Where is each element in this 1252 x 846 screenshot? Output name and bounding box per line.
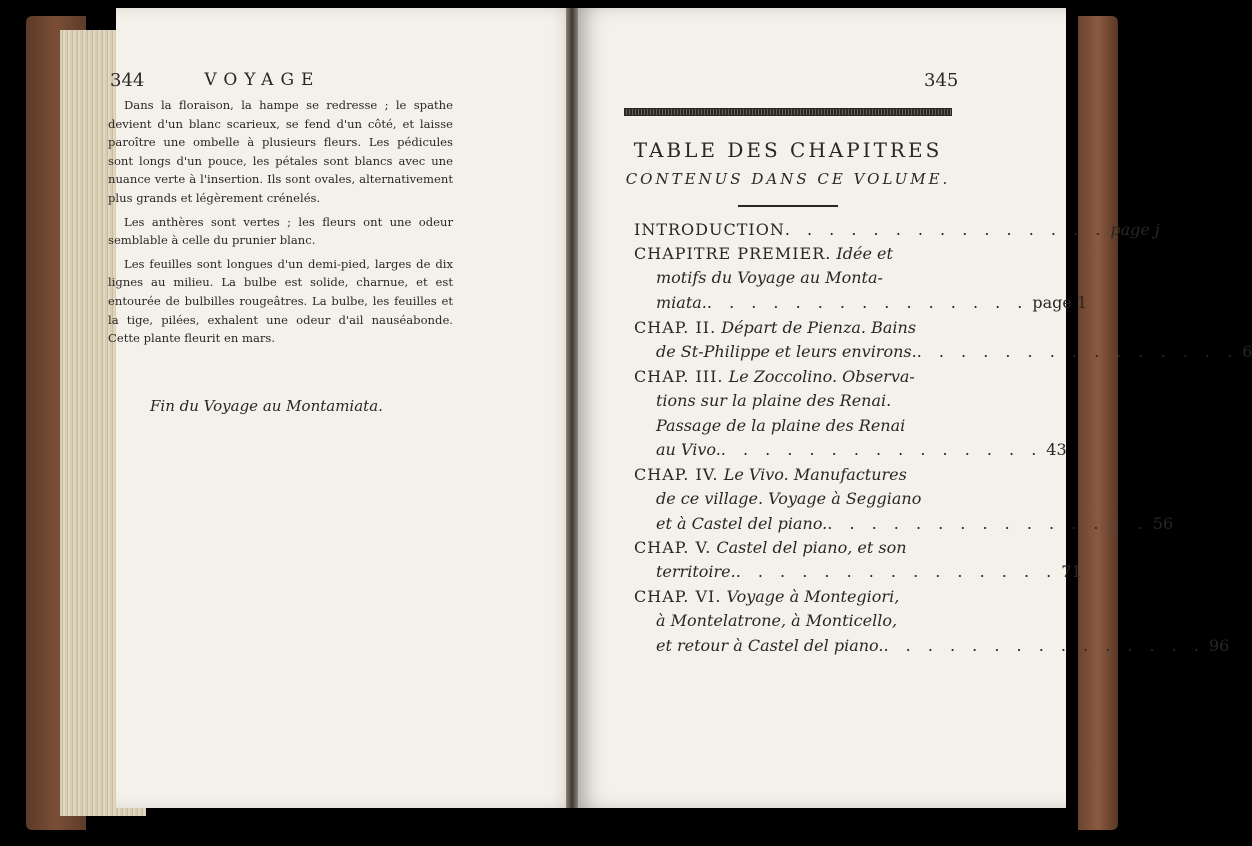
chapter-heading: CHAP. III. <box>634 367 724 386</box>
chapter-heading: CHAP. V. <box>634 538 712 557</box>
chapter-description: à Montelatrone, à Monticello, <box>656 611 898 631</box>
page-ref: 56 <box>1152 513 1174 533</box>
entry-last-line <box>634 634 1230 658</box>
toc-entry <box>634 242 1088 315</box>
chapter-heading: CHAP. IV. <box>634 465 719 484</box>
dot-leader: . . . . . . . . . . . . . . . <box>784 220 1107 239</box>
chapter-description: au Vivo. <box>656 440 721 460</box>
short-rule <box>738 205 838 207</box>
left-page-header <box>110 70 450 91</box>
dot-leader: . . . . . . . . . . . . . . . <box>706 292 1029 312</box>
decorative-rule <box>624 108 952 116</box>
toc-entry <box>634 536 1082 585</box>
chapter-heading: INTRODUCTION <box>634 220 785 239</box>
page-ref: page j <box>1110 220 1160 239</box>
book-cover-right <box>1078 16 1118 830</box>
chapter-description: Passage de la plaine des Renai <box>656 415 906 435</box>
paragraph: Les feuilles sont longues d'un demi-pied, larges de dix lignes au milieu. La bulbe est solide, charnue, et est entourée de bulbilles rougeâtres. La bulbe, les feuilles et la tige, pilées, exhalent une odeur d'ail nauséabonde. Cette plante fleurit en mars. <box>108 256 453 346</box>
toc-entry <box>634 218 1160 242</box>
chapter-heading: CHAPITRE PREMIER. <box>634 244 832 263</box>
toc-subtitle: CONTENUS DANS CE VOLUME. <box>625 170 951 188</box>
chapter-description: Idée et <box>831 244 893 263</box>
page-ref: 96 <box>1208 635 1230 655</box>
dot-leader: . . . . . . . . . . . . . . . <box>916 342 1239 362</box>
chapter-description: Le Zoccolino. Observa- <box>723 367 915 386</box>
toc-entry <box>634 585 1230 658</box>
page-ref: 71 <box>1061 562 1082 582</box>
closing-line: Fin du Voyage au Montamiata. <box>150 397 383 415</box>
right-page-number: 345 <box>924 70 959 91</box>
chapter-description: miata. <box>656 292 707 312</box>
book-gutter <box>566 8 578 808</box>
dot-leader: . . . . . . . . . . . . . . . <box>883 635 1205 655</box>
chapter-description: de ce village. Voyage à Seggiano <box>656 489 922 509</box>
entry-last-line <box>634 560 1082 584</box>
dot-leader: . . . . . . . . . . . . . . . <box>827 513 1149 533</box>
chapter-description: de St-Philippe et leurs environs. <box>656 342 917 362</box>
entry-last-line <box>634 291 1088 315</box>
left-page-number: 344 <box>110 70 145 91</box>
chapter-heading: CHAP. VI. <box>634 587 722 606</box>
entry-last-line <box>634 438 1067 462</box>
chapter-description: tions sur la plaine des Renai. <box>656 391 892 411</box>
toc-title: TABLE DES CHAPITRES <box>633 138 943 162</box>
chapter-description: et à Castel del piano. <box>656 513 828 533</box>
chapter-description: Voyage à Montegiori, <box>721 587 900 606</box>
toc-entry <box>634 316 1252 365</box>
chapter-description: et retour à Castel del piano. <box>656 635 884 655</box>
paragraph: Dans la floraison, la hampe se redresse ; le spathe devient d'un blanc scarieux, se fend d'un côté, et laisse paroître une ombelle à plusieurs fleurs. Les pédicules sont longs d'un pouce, les pétales sont blancs avec une nuance verte à l'insertion. Ils sont ovales, alternativement plus grands et légèrement crénelés. <box>108 98 453 205</box>
toc-entry <box>634 365 1067 463</box>
left-page-body <box>108 96 453 353</box>
page-ref: 6 <box>1242 342 1252 362</box>
dot-leader: . . . . . . . . . . . . . . . <box>720 440 1043 460</box>
chapter-description: motifs du Voyage au Monta- <box>656 268 883 288</box>
chapter-heading: CHAP. II. <box>634 318 717 337</box>
page-ref: 43 <box>1046 440 1067 460</box>
entry-last-line <box>634 512 1174 536</box>
chapter-description: Castel del piano, et son <box>711 538 907 557</box>
chapter-description: Le Vivo. Manufactures <box>718 465 907 484</box>
chapter-description: territoire. <box>656 562 736 582</box>
entry-last-line <box>634 340 1252 364</box>
running-title: VOYAGE <box>204 70 321 90</box>
dot-leader: . . . . . . . . . . . . . . . <box>735 562 1058 582</box>
paragraph: Les anthères sont vertes ; les fleurs ont une odeur semblable à celle du prunier blanc. <box>108 214 453 248</box>
chapter-description: Départ de Pienza. Bains <box>716 318 917 337</box>
page-ref: page 1 <box>1032 292 1088 312</box>
toc-entry <box>634 463 1174 536</box>
